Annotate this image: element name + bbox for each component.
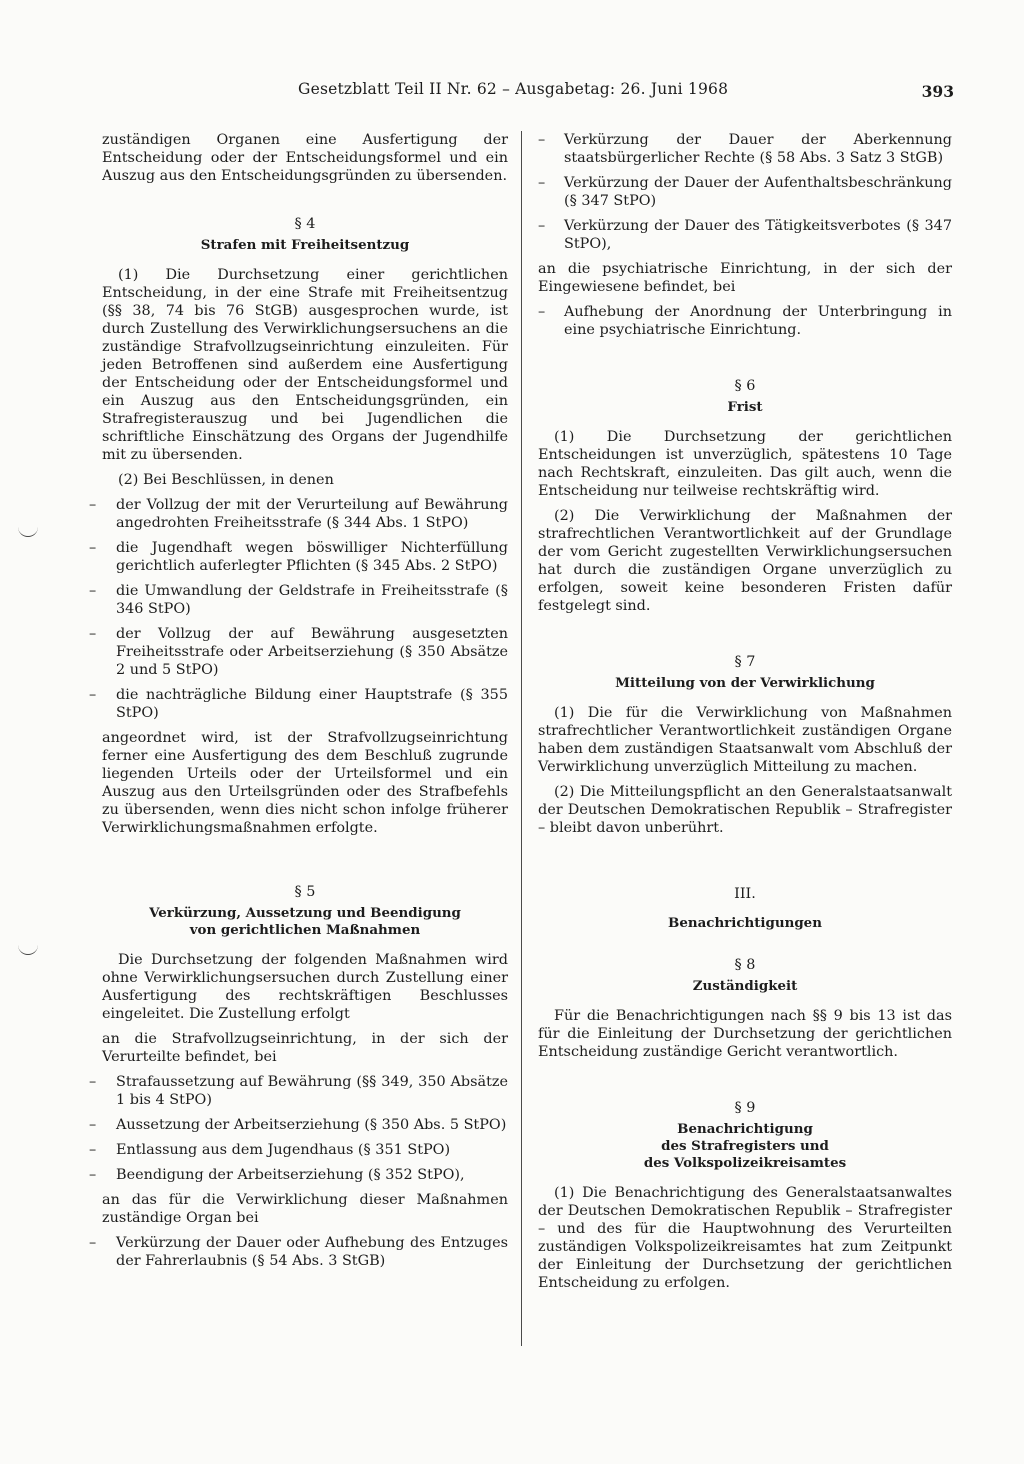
gazette-title: Gesetzblatt Teil II Nr. 62 – Ausgabetag: 26. Juni 1968: [298, 80, 729, 98]
list-item: – Verkürzung der Dauer oder Aufhebung des Entzuges der Fahrerlaubnis (§ 54 Abs. 3 StGB): [89, 1235, 508, 1269]
section-5-paragraph-1: Die Durchsetzung der folgenden Maßnahmen wird ohne Verwirklichungsersuchen durch Zustellung einer Ausfertigung des rechtskräftigen Beschlusses eingeleitet. Die Zustellung erfolgt: [102, 952, 508, 1022]
list-item: – Verkürzung der Dauer der Aberkennung staatsbürgerlicher Rechte (§ 58 Abs. 3 Satz 3 StGB): [538, 132, 952, 166]
section-9-heading-line-3: des Volkspolizeikreisamtes: [643, 1155, 847, 1171]
section-6-number: § 6: [734, 378, 756, 394]
list-item: – Aufhebung der Anordnung der Unterbringung in eine psychiatrische Einrichtung.: [538, 304, 952, 338]
list-item: – die nachträgliche Bildung einer Hauptstrafe (§ 355 StPO): [89, 687, 508, 721]
psychiatric-paragraph: an die psychiatrische Einrichtung, in der sich der Eingewiesene befindet, bei: [538, 261, 952, 295]
section-9-heading-line-1: Benachrichtigung: [677, 1121, 813, 1137]
section-5-list-2: [89, 1234, 508, 1270]
margin-mark: [18, 944, 38, 955]
column-divider: [521, 131, 522, 1346]
section-4-paragraph-3: angeordnet wird, ist der Strafvollzugseinrichtung ferner eine Ausfertigung des dem Beschluß zugrunde liegenden Urteils oder der Urteilsformel und ein Auszug aus den Urteilsgründen oder des Strafbefehls zu übersenden, wenn dies nicht schon infolge früherer Verwirklichungsmaßnahmen erfolgte.: [102, 730, 508, 836]
section-5-paragraph-3: an das für die Verwirklichung dieser Maßnahmen zuständige Organ bei: [102, 1192, 508, 1226]
page-number: 393: [921, 82, 954, 101]
section-5-number: § 5: [294, 884, 316, 900]
part-3-heading: Benachrichtigungen: [668, 915, 822, 931]
section-4-heading: Strafen mit Freiheitsentzug: [200, 237, 410, 253]
list-item: – der Vollzug der mit der Verurteilung auf Bewährung angedrohten Freiheitsstrafe (§ 344 Abs. 1 StPO): [89, 497, 508, 531]
section-7-paragraph-1: (1) Die für die Verwirklichung von Maßnahmen strafrechtlicher Verantwortlichkeit zuständigen Organe haben dem zuständigen Staatsanwalt vom Abschluß der Verwirklichung unverzüglich Mitteilung zu machen.: [538, 705, 952, 775]
section-9-heading-line-2: des Strafregisters und: [661, 1138, 829, 1154]
section-4-paragraph-2: (2) Bei Beschlüssen, in denen: [118, 472, 334, 488]
section-5-list-3: [538, 131, 952, 253]
part-3-number: III.: [734, 886, 756, 902]
section-4-paragraph-1: (1) Die Durchsetzung einer gerichtlichen Entscheidung, in der eine Strafe mit Freiheitsentzug (§§ 38, 74 bis 76 StGB) ausgesprochen wurde, ist durch Zustellung des Verwirklichungsersuchens an die zuständige Strafvollzugseinrichtung einzuleiten. Für jeden Betroffenen sind außerdem eine Ausfertigung der Entscheidung oder der Entscheidungsformel und ein Auszug aus den Entscheidungsgründen, ein Strafregisterauszug und bei Jugendlichen die schriftliche Einschätzung des Organs der Jugendhilfe mit zu übersenden.: [102, 267, 508, 463]
section-7-heading: Mitteilung von der Verwirklichung: [615, 675, 875, 691]
section-4-list: [89, 496, 508, 722]
left-column: [89, 131, 508, 1270]
list-item: – Verkürzung der Dauer des Tätigkeitsverbotes (§ 347 StPO),: [538, 218, 952, 252]
list-item: – Aussetzung der Arbeitserziehung (§ 350 Abs. 5 StPO): [89, 1117, 507, 1133]
section-8-paragraph-1: Für die Benachrichtigungen nach §§ 9 bis 13 ist das für die Einleitung der Durchsetzung der gerichtlichen Entscheidung zuständige Gericht verantwortlich.: [538, 1008, 952, 1060]
list-item: – Beendigung der Arbeitserziehung (§ 352 StPO),: [89, 1167, 465, 1183]
section-9-paragraph-1: (1) Die Benachrichtigung des Generalstaatsanwaltes der Deutschen Demokratischen Republik – Strafregister – und des für die Hauptwohnung des Verurteilten zuständigen Volkspolizeikreisamtes hat zum Zeitpunkt der Einleitung der Durchsetzung der gerichtlichen Entscheidung zu erfolgen.: [538, 1185, 952, 1291]
section-5-paragraph-2: an die Strafvollzugseinrichtung, in der sich der Verurteilte befindet, bei: [102, 1031, 508, 1065]
list-item: – Entlassung aus dem Jugendhaus (§ 351 StPO): [89, 1142, 451, 1158]
list-item: – die Umwandlung der Geldstrafe in Freiheitsstrafe (§ 346 StPO): [89, 583, 508, 617]
list-item: – Strafaussetzung auf Bewährung (§§ 349, 350 Absätze 1 bis 4 StPO): [89, 1074, 508, 1108]
page-header: [298, 80, 954, 110]
section-6-paragraph-2: (2) Die Verwirklichung der Maßnahmen der strafrechtlichen Verantwortlichkeit auf der Grundlage der vom Gericht zugestellten Verwirklichungsersuchen hat durch die zuständigen Organe unverzüglich zu erfolgen, soweit keine besonderen Fristen dafür festgelegt sind.: [538, 508, 952, 614]
section-9-number: § 9: [734, 1100, 756, 1116]
section-4-number: § 4: [294, 216, 316, 232]
intro-paragraph: zuständigen Organen eine Ausfertigung der Entscheidung oder der Entscheidungsformel und ein Auszug aus den Entscheidungsgründen zu übersenden.: [102, 132, 508, 184]
section-7-paragraph-2: (2) Die Mitteilungspflicht an den Generalstaatsanwalt der Deutschen Demokratischen Republik – Strafregister – bleibt davon unberührt.: [538, 784, 952, 836]
right-column: [538, 131, 952, 1292]
section-8-number: § 8: [734, 957, 756, 973]
psychiatric-list: [538, 303, 952, 339]
section-6-heading: Frist: [727, 399, 763, 415]
margin-mark: [18, 526, 38, 537]
section-6-paragraph-1: (1) Die Durchsetzung der gerichtlichen Entscheidungen ist unverzüglich, spätestens 10 Tage nach Rechtskraft, einzuleiten. Das gilt auch, wenn die Entscheidung nur teilweise rechtskräftig wird.: [538, 429, 952, 499]
list-item: – der Vollzug der auf Bewährung ausgesetzten Freiheitsstrafe oder Arbeitserziehung (§ 350 Absätze 2 und 5 StPO): [89, 626, 508, 678]
list-item: – die Jugendhaft wegen böswilliger Nichterfüllung gerichtlich auferlegter Pflichten (§ 345 Abs. 2 StPO): [89, 540, 508, 574]
section-5-heading-line-1: Verkürzung, Aussetzung und Beendigung: [149, 905, 461, 921]
section-7-number: § 7: [734, 654, 756, 670]
list-item: – Verkürzung der Dauer der Aufenthaltsbeschränkung (§ 347 StPO): [538, 175, 952, 209]
section-8-heading: Zuständigkeit: [692, 978, 798, 994]
section-5-heading-line-2: von gerichtlichen Maßnahmen: [189, 922, 421, 938]
section-5-list-1: [89, 1073, 508, 1184]
